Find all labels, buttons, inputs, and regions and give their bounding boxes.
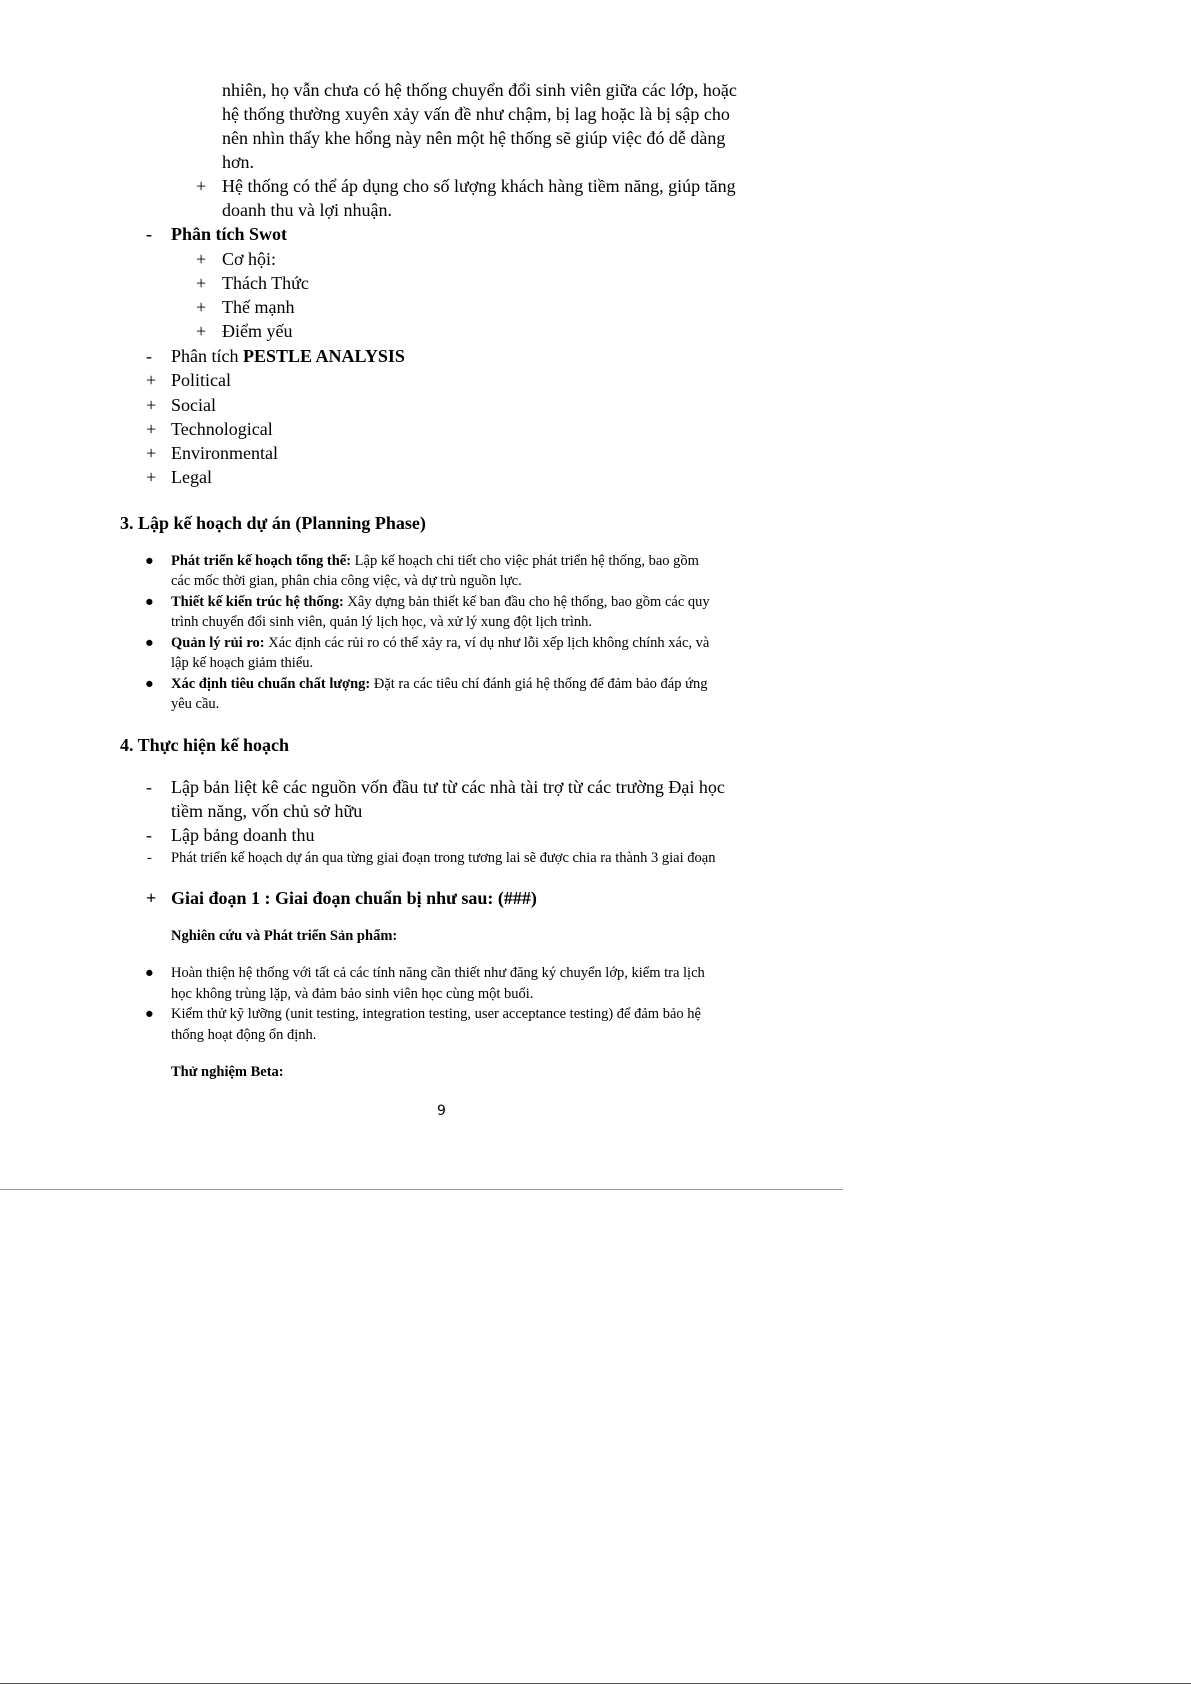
section-heading: 4. Thực hiện kế hoạch — [120, 735, 290, 755]
bullet-text: Đặt ra các tiêu chí đánh giá hệ thống để đảm bảo đáp ứng — [370, 676, 708, 692]
list-item-cont: doanh thu và lợi nhuận. — [222, 200, 392, 220]
bullet-item-cont: yêu cầu. — [171, 696, 220, 712]
plus-marker: + — [196, 273, 207, 293]
bullet-marker: ● — [145, 594, 154, 610]
list-item-cont: tiềm năng, vốn chủ sở hữu — [171, 801, 363, 821]
bullet-marker: ● — [145, 635, 154, 651]
pestle-prefix: Phân tích — [171, 346, 243, 366]
plus-marker: + — [146, 419, 157, 439]
bullet-item-cont: các mốc thời gian, phân chia công việc, và dự trù nguồn lực. — [171, 573, 522, 589]
bullet-item-cont: học không trùng lặp, và đảm bảo sinh viên học cùng một buổi. — [171, 986, 534, 1002]
swot-item: Thách Thức — [222, 273, 309, 293]
dash-marker: - — [147, 850, 152, 866]
bullet-item — [171, 553, 699, 570]
bullet-item — [171, 594, 710, 611]
paragraph-line: hệ thống thường xuyên xảy vấn đề như chậm, bị lag hoặc là bị sập cho — [222, 104, 730, 124]
sub-heading: Thử nghiệm Beta: — [171, 1064, 284, 1080]
bullet-bold: Phát triển kế hoạch tổng thể: — [171, 553, 352, 569]
page-number: 9 — [437, 1103, 446, 1119]
pestle-item: Technological — [171, 419, 273, 439]
swot-item: Thế mạnh — [222, 297, 295, 317]
bullet-marker: ● — [145, 965, 154, 981]
pestle-item: Legal — [171, 467, 212, 487]
list-item: Lập bản liệt kê các nguồn vốn đầu tư từ các nhà tài trợ từ các trường Đại học — [171, 777, 725, 797]
bullet-marker: ● — [145, 676, 154, 692]
bullet-item: Hoàn thiện hệ thống với tất cả các tính năng cần thiết như đăng ký chuyển lớp, kiểm tra lịch — [171, 965, 705, 981]
bullet-item: Kiểm thử kỹ lưỡng (unit testing, integration testing, user acceptance testing) để đảm bảo hệ — [171, 1006, 701, 1022]
page-bottom-line — [0, 1683, 1191, 1684]
bullet-item-cont: lập kế hoạch giảm thiểu. — [171, 655, 314, 671]
bullet-item — [171, 676, 707, 693]
plus-marker: + — [146, 888, 157, 908]
swot-item: Cơ hội: — [222, 249, 277, 269]
list-item: Lập bảng doanh thu — [171, 825, 315, 845]
bullet-item — [171, 635, 709, 652]
paragraph-line: hơn. — [222, 152, 255, 172]
pestle-item: Environmental — [171, 443, 278, 463]
plus-marker: + — [146, 467, 157, 487]
paragraph-line: nên nhìn thấy khe hổng này nên một hệ thống sẽ giúp việc đó dễ dàng — [222, 128, 726, 148]
plus-marker: + — [196, 176, 207, 196]
swot-item: Điểm yếu — [222, 321, 293, 341]
phase-heading: Giai đoạn 1 : Giai đoạn chuẩn bị như sau: (###) — [171, 888, 537, 908]
pestle-bold: PESTLE ANALYSIS — [243, 346, 405, 366]
bullet-marker: ● — [145, 553, 154, 569]
sub-heading: Nghiên cứu và Phát triển Sản phẩm: — [171, 928, 398, 944]
plus-marker: + — [146, 443, 157, 463]
dash-marker: - — [146, 346, 152, 366]
plus-marker: + — [146, 395, 157, 415]
pestle-title — [171, 346, 405, 367]
pestle-item: Political — [171, 370, 231, 390]
paragraph-line: nhiên, họ vẫn chưa có hệ thống chuyển đổi sinh viên giữa các lớp, hoặc — [222, 80, 737, 100]
bullet-bold: Xác định tiêu chuẩn chất lượng: — [171, 676, 371, 692]
swot-title: Phân tích Swot — [171, 224, 288, 244]
bullet-text: Xác định các rủi ro có thể xảy ra, ví dụ như lỗi xếp lịch không chính xác, và — [264, 635, 710, 651]
bullet-marker: ● — [145, 1006, 154, 1022]
list-item: Hệ thống có thể áp dụng cho số lượng khách hàng tiềm năng, giúp tăng — [222, 176, 736, 196]
bullet-item-cont: thống hoạt động ổn định. — [171, 1027, 317, 1043]
bullet-item-cont: trình chuyển đổi sinh viên, quản lý lịch học, và xử lý xung đột lịch trình. — [171, 614, 593, 630]
bullet-text: Xây dựng bản thiết kế ban đầu cho hệ thống, bao gồm các quy — [343, 594, 710, 610]
dash-marker: - — [146, 825, 152, 845]
list-item: Phát triển kế hoạch dự án qua từng giai đoạn trong tương lai sẽ được chia ra thành 3 giai đoạn — [171, 850, 716, 866]
dash-marker: - — [146, 777, 152, 797]
plus-marker: + — [196, 297, 207, 317]
bullet-text: Lập kế hoạch chi tiết cho việc phát triển hệ thống, bao gồm — [351, 553, 699, 569]
dash-marker: - — [146, 224, 152, 244]
section-heading: 3. Lập kế hoạch dự án (Planning Phase) — [120, 513, 426, 533]
plus-marker: + — [196, 249, 207, 269]
plus-marker: + — [146, 370, 157, 390]
bullet-bold: Quản lý rủi ro: — [171, 635, 265, 651]
page-separator — [0, 1189, 843, 1190]
bullet-bold: Thiết kế kiến trúc hệ thống: — [171, 594, 344, 610]
pestle-item: Social — [171, 395, 216, 415]
plus-marker: + — [196, 321, 207, 341]
